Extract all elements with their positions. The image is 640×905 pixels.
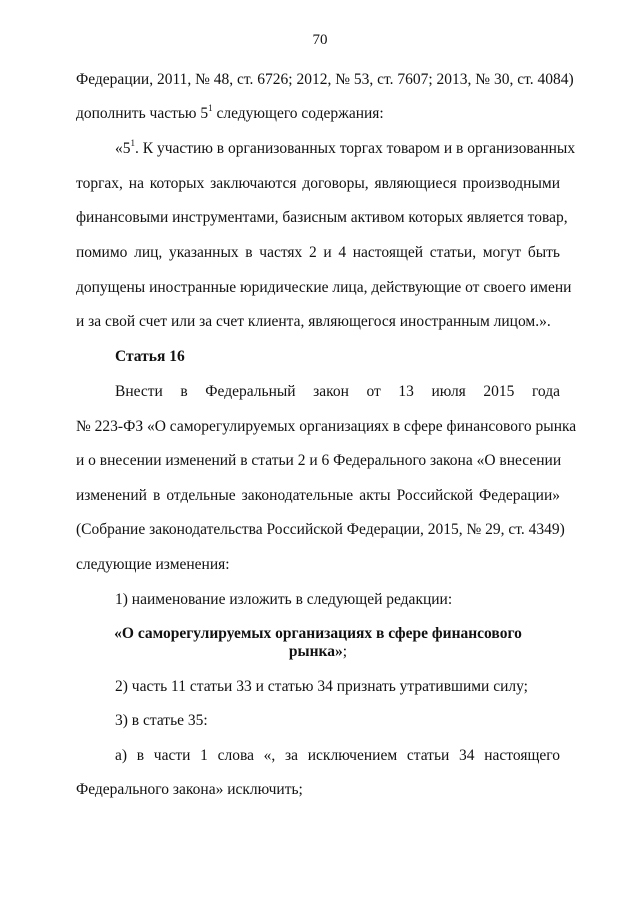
article-heading: Статья 16 (115, 348, 185, 365)
quote-line: допущены иностранные юридические лица, действующие от своего имени (76, 279, 572, 296)
article-body-line: следующие изменения: (76, 556, 230, 573)
quote-line: финансовыми инструментами, базисным активом которых является товар, (76, 209, 568, 226)
article-body-line: и о внесении изменений в статьи 2 и 6 Федерального закона «О внесении (76, 452, 562, 469)
new-title-tail: ; (342, 643, 348, 660)
intro-line-1: Федерации, 2011, № 48, ст. 6726; 2012, № 53, ст. 7607; 2013, № 30, ст. 4084) (76, 71, 574, 88)
quote-line-last: и за свой счет или за счет клиента, являющегося иностранным лицом.». (76, 313, 551, 330)
article-body-line: Внести в Федеральный закон от 13 июля 2015 года (115, 383, 560, 400)
new-title-line-1 (76, 624, 560, 644)
new-title-line-2 (76, 642, 560, 662)
intro-line-2-tail: следующего содержания: (212, 105, 384, 122)
list-item-3: 3) в статье 35: (115, 712, 208, 729)
quote-opening: «5 (115, 140, 131, 157)
intro-line-2 (76, 104, 560, 124)
list-item-2: 2) часть 11 статьи 33 и статью 34 признать утратившими силу; (115, 678, 528, 695)
list-item-3a-line-1: а) в части 1 слова «, за исключением статьи 34 настоящего (115, 747, 560, 764)
article-body-line: изменений в отдельные законодательные акты Российской Федерации» (76, 487, 560, 504)
article-body-line: № 223-ФЗ «О саморегулируемых организациях в сфере финансового рынка (76, 418, 577, 435)
quote-line: помимо лиц, указанных в частях 2 и 4 настоящей статьи, могут быть (76, 244, 560, 261)
quote-line: торгах, на которых заключаются договоры, являющиеся производными (76, 175, 560, 192)
quote-superscript: 1 (130, 138, 135, 148)
intro-superscript: 1 (208, 103, 213, 113)
list-item-3a-line-2: Федерального закона» исключить; (76, 781, 303, 798)
list-item-1: 1) наименование изложить в следующей редакции: (115, 591, 453, 608)
new-title-bold-2: рынка» (288, 643, 343, 660)
page-number: 70 (312, 32, 328, 48)
intro-line-2-text: дополнить частью 5 (76, 105, 209, 122)
article-body-line: (Собрание законодательства Российской Федерации, 2015, № 29, ст. 4349) (76, 521, 565, 538)
quote-line-1 (115, 138, 576, 159)
new-title-bold-1: «О саморегулируемых организациях в сфере финансового (114, 625, 522, 642)
quote-line-1-text: . К участию в организованных торгах товаром и в организованных (135, 140, 576, 157)
